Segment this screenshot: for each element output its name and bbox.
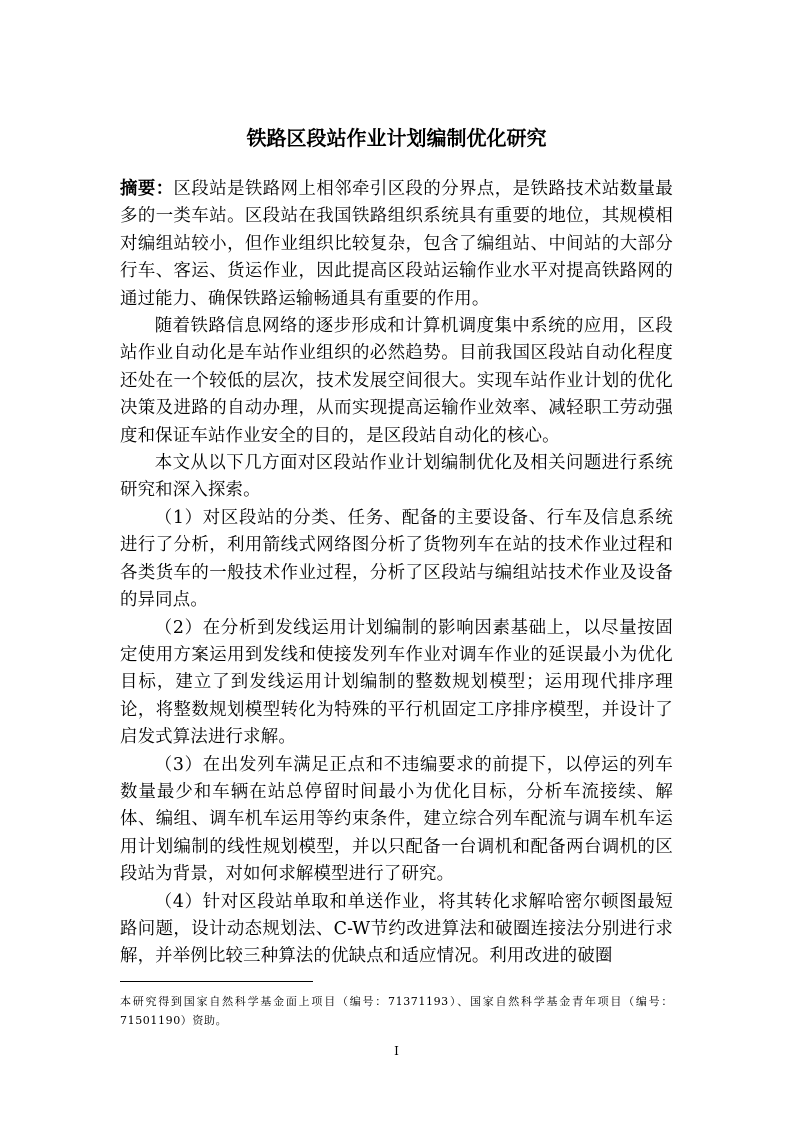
paragraph-overview: 本文从以下几方面对区段站作业计划编制优化及相关问题进行系统研究和深入探索。 xyxy=(120,453,673,501)
abstract-label: 摘要： xyxy=(120,179,174,199)
page-title: 铁路区段站作业计划编制优化研究 xyxy=(246,126,547,150)
body-text xyxy=(120,176,673,971)
page-number: I xyxy=(394,1044,399,1058)
paragraph-background: 随着铁路信息网络的逐步形成和计算机调度集中系统的应用，区段站作业自动化是车站作业组织的必然趋势。目前我国区段站自动化程度还处在一个较低的层次，技术发展空间很大。实现车站作业计划的优化决策及进路的自动办理，从而实现提高运输作业效率、减轻职工劳动强度和保证车站作业安全的目的，是区段站自动化的核心。 xyxy=(120,316,673,446)
paragraph-item-4: （4）针对区段站单取和单送作业，将其转化求解哈密尔顿图最短路问题，设计动态规划法、C-W节约改进算法和破圈连接法分别进行求解，并举例比较三种算法的优缺点和适应情况。利用改进的破圈 xyxy=(120,891,673,967)
footnote: 本研究得到国家自然科学基金面上项目（编号：71371193）、国家自然科学基金青年项目（编号：71501190）资助。 xyxy=(120,995,673,1027)
paragraph-item-1: （1）对区段站的分类、任务、配备的主要设备、行车及信息系统进行了分析，利用箭线式网络图分析了货物列车在站的技术作业过程和各类货车的一般技术作业过程，分析了区段站与编组站技术作业及设备的异同点。 xyxy=(120,507,673,611)
paragraph-item-3: （3）在出发列车满足正点和不违编要求的前提下，以停运的列车数量最少和车辆在站总停留时间最小为优化目标，分析车流接续、解体、编组、调车机车运用等约束条件，建立综合列车配流与调车机车运用计划编制的线性规划模型，并以只配备一台调机和配备两台调机的区段站为背景，对如何求解模型进行了研究。 xyxy=(120,754,673,885)
abstract-text: 区段站是铁路网上相邻牵引区段的分界点，是铁路技术站数量最多的一类车站。区段站在我国铁路组织系统具有重要的地位，其规模相对编组站较小，但作业组织比较复杂，包含了编组站、中间站的大部分行车、客运、货运作业，因此提高区段站运输作业水平对提高铁路网的通过能力、确保铁路运输畅通具有重要的作用。 xyxy=(120,179,673,309)
paragraph-item-2: （2）在分析到发线运用计划编制的影响因素基础上，以尽量按固定使用方案运用到发线和使接发列车作业对调车作业的延误最小为优化目标，建立了到发线运用计划编制的整数规划模型；运用现代排序理论，将整数规划模型转化为特殊的平行机固定工序排序模型，并设计了启发式算法进行求解。 xyxy=(120,617,673,748)
abstract-paragraph xyxy=(120,176,673,313)
footnote-divider xyxy=(120,981,313,982)
